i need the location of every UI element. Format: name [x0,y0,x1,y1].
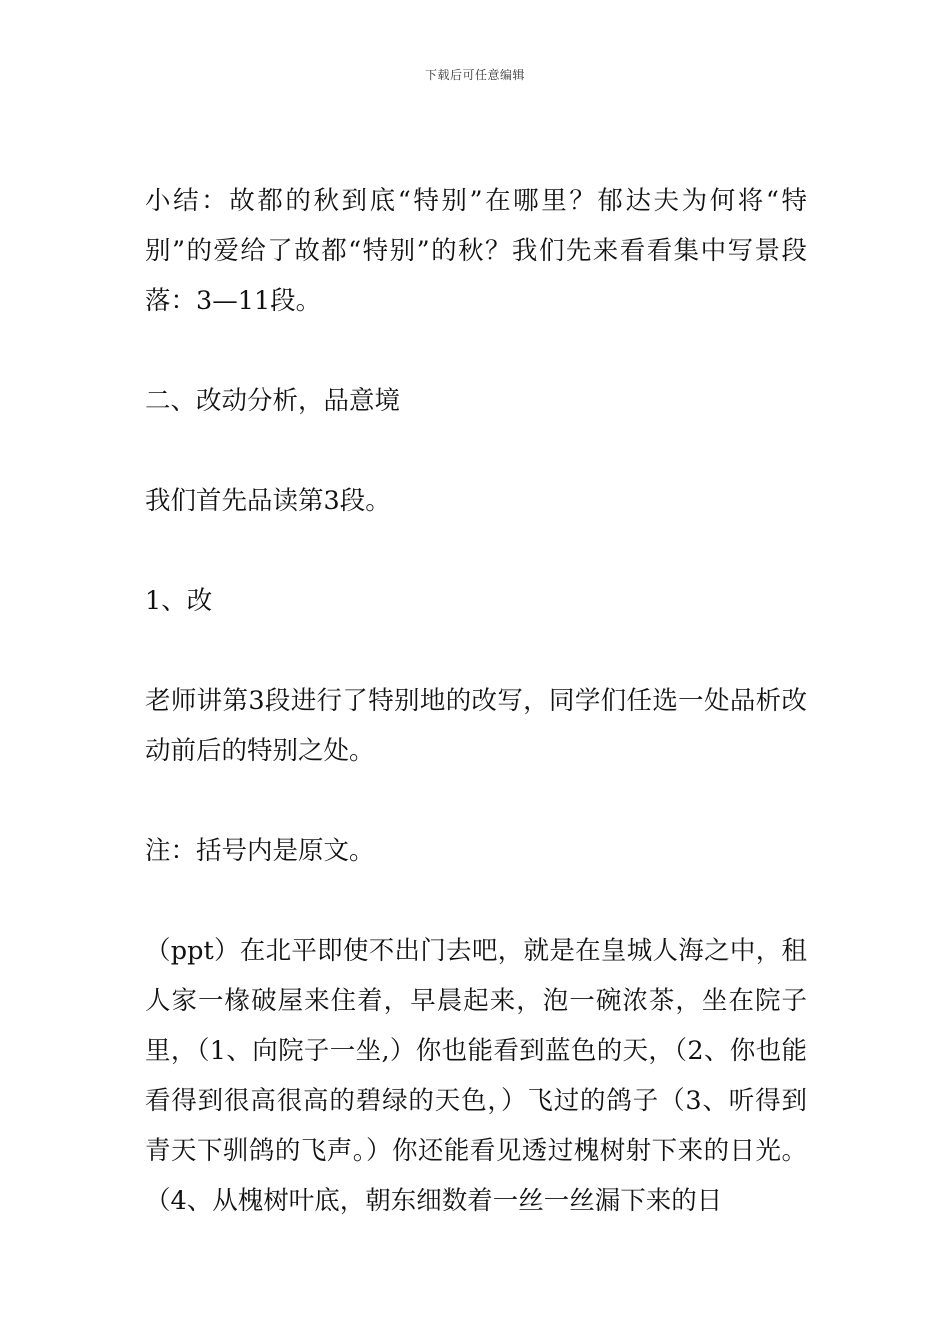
subsection-heading: 1、改 [145,586,213,616]
page-header: 下载后可任意编辑 [424,68,525,82]
instruction-paragraph: 老师讲第3段进行了特别地的改写，同学们任选一处品析改动前后的特别之处。 [145,686,807,766]
section-heading: 二、改动分析，品意境 [145,386,401,416]
excerpt-paragraph: （ppt）在北平即使不出门去吧，就是在皇城人海之中，租人家一椽破屋来住着，早晨起来，泡一碗浓茶，坐在院子里，（1、向院子一坐,）你也能看到蓝色的天，（2、你也能看得到很高很高的碧绿的天色，）飞过的鸽子（3、听得到青天下驯鸽的飞声。）你还能看见透过槐树射下来的日光。（4、从槐树叶底，朝东细数着一丝一丝漏下来的日 [145,936,807,1216]
paragraph-spacer [145,526,807,576]
paragraph-spacer [145,876,807,926]
paragraph-spacer [145,326,807,376]
paragraph-spacer [145,426,807,476]
paragraph-spacer [145,626,807,676]
note-paragraph: 注：括号内是原文。 [145,836,375,866]
intro-paragraph: 我们首先品读第3段。 [145,486,391,516]
document-body [145,176,807,1226]
summary-paragraph: 小结：故都的秋到底“特别”在哪里？郁达夫为何将“特别”的爱给了故都“特别”的秋？我们先来看看集中写景段落：3—11段。 [145,186,807,316]
paragraph-spacer [145,776,807,826]
